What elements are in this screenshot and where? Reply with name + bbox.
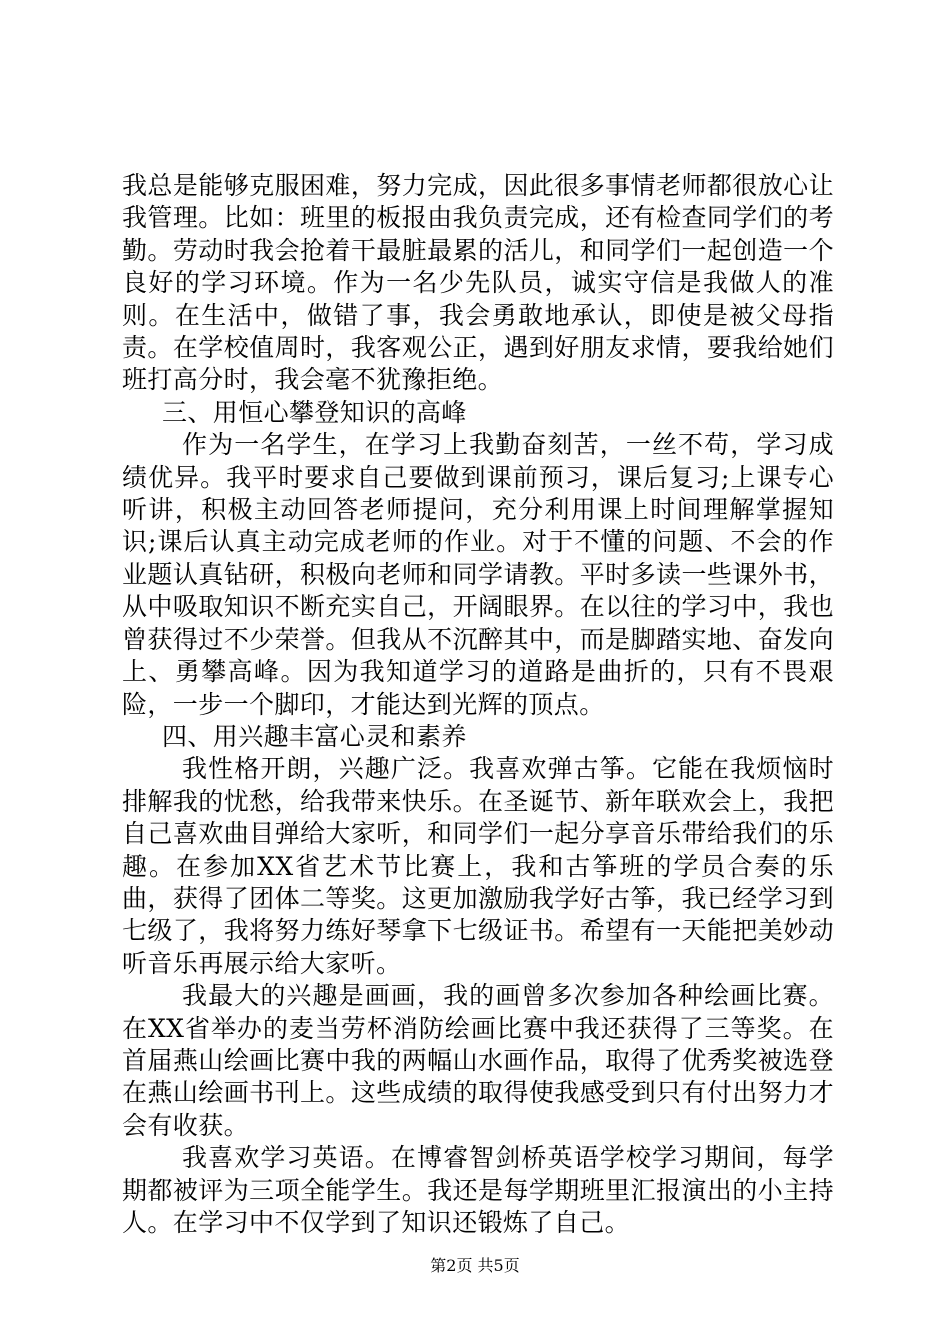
document-body <box>122 170 834 1239</box>
page-number-footer: 第2页 共5页 <box>430 1256 520 1275</box>
paragraph-english: 我喜欢学习英语。在博睿智剑桥英语学校学习期间，每学期都被评为三项全能学生。我还是每学期班里汇报演出的小主持人。在学习中不仅学到了知识还锻炼了自己。 <box>122 1143 834 1237</box>
section-heading-interests: 四、用兴趣丰富心灵和素养 <box>162 721 467 751</box>
section-heading-knowledge: 三、用恒心攀登知识的高峰 <box>162 397 467 427</box>
paragraph-guzheng: 我性格开朗，兴趣广泛。我喜欢弹古筝。它能在我烦恼时排解我的忧愁，给我带来快乐。在圣诞节、新年联欢会上，我把自己喜欢曲目弹给大家听，和同学们一起分享音乐带给我们的乐趣。在参加XX省艺术节比赛上，我和古筝班的学员合奏的乐曲，获得了团体二等奖。这更加激励我学好古筝，我已经学习到七级了，我将努力练好琴拿下七级证书。希望有一天能把美妙动听音乐再展示给大家听。 <box>122 754 834 978</box>
paragraph-painting: 我最大的兴趣是画画，我的画曾多次参加各种绘画比赛。在XX省举办的麦当劳杯消防绘画比赛中我还获得了三等奖。在首届燕山绘画比赛中我的两幅山水画作品，取得了优秀奖被选登在燕山绘画书刊上。这些成绩的取得使我感受到只有付出努力才会有收获。 <box>122 981 834 1140</box>
paragraph-study: 作为一名学生，在学习上我勤奋刻苦，一丝不苟，学习成绩优异。我平时要求自己要做到课前预习，课后复习;上课专心听讲，积极主动回答老师提问，充分利用课上时间理解掌握知识;课后认真主动完成老师的作业。对于不懂的问题、不会的作业题认真钻研，积极向老师和同学请教。平时多读一些课外书，从中吸取知识不断充实自己，开阔眼界。在以往的学习中，我也曾获得过不少荣誉。但我从不沉醉其中，而是脚踏实地、奋发向上、勇攀高峰。因为我知道学习的道路是曲折的，只有不畏艰险，一步一个脚印，才能达到光辉的顶点。 <box>122 430 834 719</box>
paragraph-class-management: 我总是能够克服困难，努力完成，因此很多事情老师都很放心让我管理。比如：班里的板报由我负责完成，还有检查同学们的考勤。劳动时我会抢着干最脏最累的活儿，和同学们一起创造一个良好的学习环境。作为一名少先队员，诚实守信是我做人的准则。在生活中，做错了事，我会勇敢地承认，即使是被父母指责。在学校值周时，我客观公正，遇到好朋友求情，要我给她们班打高分时，我会毫不犹豫拒绝。 <box>122 171 834 395</box>
